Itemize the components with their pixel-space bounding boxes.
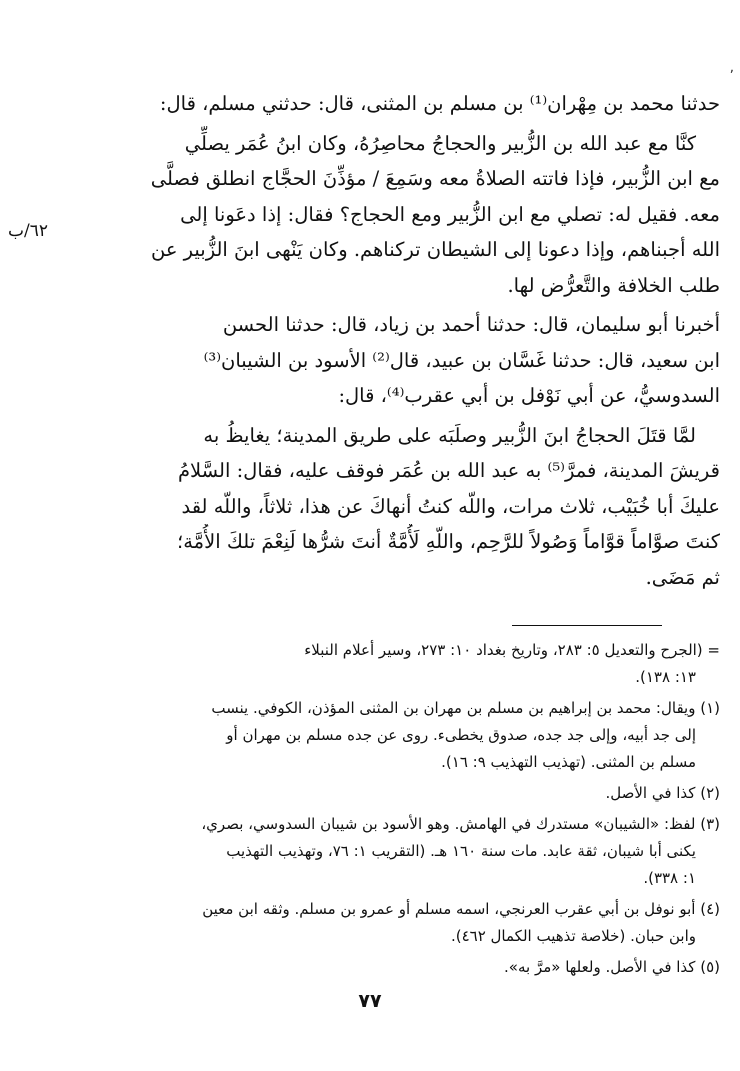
footnote-line: يكنى أبا شيبان، ثقة عابد. مات سنة ١٦٠ هـ. (التقريب ١: ٧٦، وتهذيب التهذيب — [226, 842, 696, 860]
page-number: ٧٧ — [358, 990, 382, 1012]
main-text — [68, 86, 720, 599]
text-line: الله أجبناهم، وإذا دعونا إلى الشيطان تركناهم. وكان يَنْهى ابنَ الزُّبير عن — [150, 238, 720, 261]
footnote — [52, 695, 720, 776]
paragraph — [68, 86, 720, 122]
text-line: لمَّا قتَلَ الحجاجُ ابنَ الزُّبير وصلَبَه على طريق المدينة؛ يغايظُ به — [203, 423, 696, 447]
text-line: ابن سعيد، قال: حدثنا غَسَّان بن عبيد، قال⁽²⁾ الأسود بن الشيبان⁽³⁾ — [203, 348, 720, 372]
footnote-line: ١: ٣٣٨). — [643, 869, 696, 887]
text-line: كنَّا مع عبد الله بن الزُّبير والحجاجُ محاصِرُهُ، وكان ابنُ عُمَر يصلِّي — [184, 131, 696, 155]
text-line: حدثنا محمد بن مِهْران⁽¹⁾ بن مسلم بن المثنى، قال: حدثني مسلم، قال: — [159, 92, 720, 115]
footnote-line: إلى جد أبيه، وإلى جد جده، صدوق يخطىء. روى عن جده مسلم بن مهران أو — [226, 726, 696, 744]
text-line: السدوسيُّ، عن أبي نَوْفل بن أبي عقرب⁽⁴⁾، قال: — [338, 384, 720, 407]
footnote-line: ١٣: ١٣٨). — [635, 668, 696, 686]
paragraph — [68, 418, 720, 596]
footnote-line: (٣) لفظ: «الشيبان» مستدرك في الهامش. وهو الأسود بن شيبان السدوسي، بصري، — [201, 815, 720, 833]
text-line: مع ابن الزُّبير، فإذا فاتته الصلاةُ معه وسَمِعَ / مؤذِّنَ الحجَّاج انطلق فصلَّى — [150, 167, 720, 190]
footnote-line: (٤) أبو نوفل بن أبي عقرب العرنجي، اسمه مسلم أو عمرو بن مسلم. وثقه ابن معين — [202, 900, 720, 918]
text-line: معه. فقيل له: تصلي مع ابن الزُّبير ومع الحجاج؟ فقال: إذا دعَونا إلى — [180, 202, 720, 226]
footnote — [52, 811, 720, 892]
footnote — [52, 896, 720, 950]
text-line: عليكَ أبا خُبَيْب، ثلاث مرات، واللّه كنتُ أنهاكَ عن هذا، ثلاثاً، واللّه لقد — [181, 494, 720, 518]
text-line: كنتَ صوَّاماً قوَّاماً وَصُولاً للرَّحِم، واللّهِ لَأُمَّةٌ أنتَ شرُّها لَنِعْمَ تلكَ الأُمَّة؛ — [177, 530, 720, 553]
footnote — [52, 954, 720, 981]
footnote-line: (١) ويقال: محمد بن إبراهيم بن مسلم بن مهران بن المثنى المؤذن، الكوفي. ينسب — [211, 699, 720, 717]
margin-folio-reference: ٦٢/ب — [8, 221, 48, 241]
paragraph — [68, 126, 720, 304]
footnote-line: مسلم بن المثنى. (تهذيب التهذيب ٩: ١٦). — [441, 753, 696, 771]
edge-mark: ٬ — [729, 68, 734, 84]
text-line: أخبرنا أبو سليمان، قال: حدثنا أحمد بن زياد، قال: حدثنا الحسن — [222, 313, 720, 336]
footnote-divider — [512, 625, 662, 626]
footnote — [52, 637, 720, 691]
text-line: ثم مَضَى. — [645, 565, 720, 589]
footnote-line: (٢) كذا في الأصل. — [605, 784, 720, 802]
text-line: طلب الخلافة والتَّعرُّض لها. — [507, 273, 720, 297]
footnote — [52, 780, 720, 807]
text-line: قريشَ المدينة، فمرَّ⁽⁵⁾ به عبد الله بن عُمَر فوقف عليه، فقال: السَّلامُ — [177, 459, 720, 482]
footnote-line: وابن حبان. (خلاصة تذهيب الكمال ٤٦٢). — [450, 927, 696, 945]
footnote-line: = (الجرح والتعديل ٥: ٢٨٣، وتاريخ بغداد ١٠: ٢٧٣، وسير أعلام النبلاء — [304, 641, 720, 659]
paragraph — [68, 307, 720, 414]
footnote-line: (٥) كذا في الأصل. ولعلها «مرَّ به». — [504, 958, 720, 976]
footnotes — [52, 637, 720, 985]
